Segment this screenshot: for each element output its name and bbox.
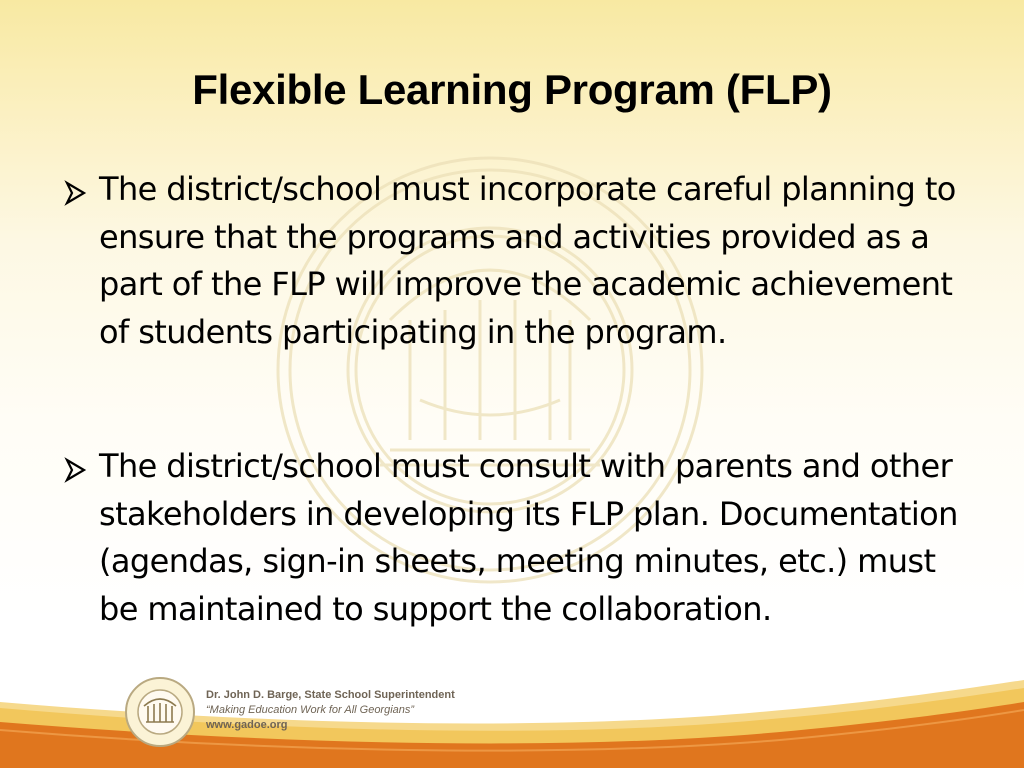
arrow-bullet-icon xyxy=(64,180,88,206)
footer-slogan: “Making Education Work for All Georgians” xyxy=(206,704,415,716)
bullet-text: The district/school must consult with parents and other stakeholders in developing its FLP plan. Documentation (agendas, sign-in sheets, meeting minutes, etc.) must be maintained to support the collaboration. xyxy=(99,447,958,628)
department-of-education-seal-icon xyxy=(124,676,196,748)
bullet-item xyxy=(64,443,964,633)
bullet-item xyxy=(64,166,964,356)
arrow-bullet-icon xyxy=(64,457,88,483)
superintendent-name: Dr. John D. Barge, State School Superintendent xyxy=(206,689,455,701)
footer-info xyxy=(206,688,526,733)
footer-url: www.gadoe.org xyxy=(206,719,288,731)
bullet-text: The district/school must incorporate careful planning to ensure that the programs and activities provided as a part of the FLP will improve the academic achievement of students participating in the program. xyxy=(99,170,956,351)
slide-title: Flexible Learning Program (FLP) xyxy=(192,66,832,113)
